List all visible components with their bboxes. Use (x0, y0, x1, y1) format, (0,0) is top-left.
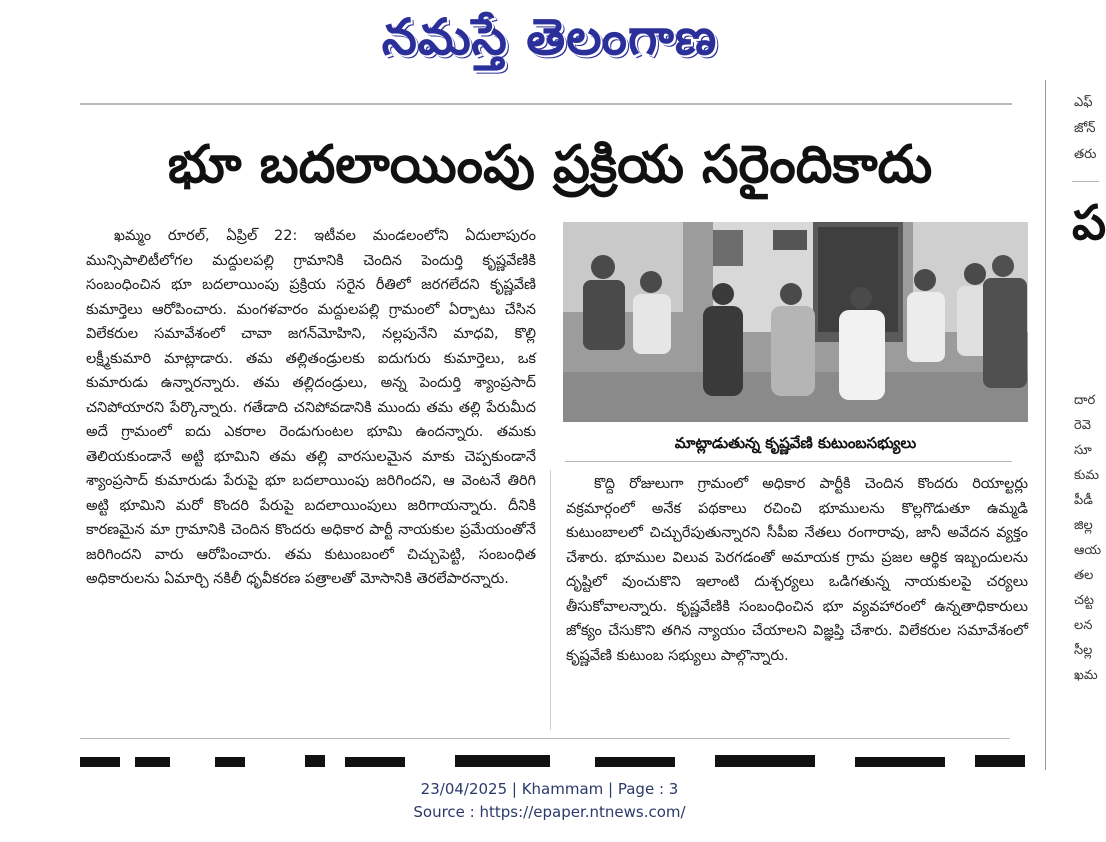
strip-line: కుమ (1074, 468, 1100, 483)
article-right-column (566, 472, 1028, 727)
column-divider-right (1045, 80, 1046, 770)
news-photo (563, 222, 1028, 422)
next-headline-cut (75, 752, 1035, 764)
caption-rule (565, 461, 1012, 462)
strip-line: పీడీ (1074, 493, 1093, 508)
footer-date-page: 23/04/2025 | Khammam | Page : 3 (420, 780, 679, 798)
footer-source: Source : https://epaper.ntnews.com/ (413, 803, 686, 821)
strip-line: ఎఫ్ (1074, 95, 1093, 110)
strip-line: జిల్ల (1074, 518, 1093, 533)
next-headline-fragment (75, 755, 1035, 767)
strip-line: ఖమ (1074, 668, 1098, 683)
strip-line: రెవె (1074, 418, 1091, 433)
article-right-text: కొద్ది రోజులుగా గ్రామంలో అధికార పార్టీకి చెందిన కొందరు రియాల్టర్లు వక్రమార్గంలో అనేక పథకాలు రచించి భూములను కొల్లగొడుతూ ఉమ్మడి కుటుంబాలలో చిచ్చురేపుతున్నారని సీపీఐ నేతలు రంగారావు, జానీ అవేదన వ్యక్తం చేశారు. భూముల విలువ పెరగడంతో అమాయక గ్రామ ప్రజల ఆర్థిక ఇబ్బందులను దృష్టిలో వుంచుకొని ఇలాంటి దుశ్చర్యలు ఒడిగతున్న నాయకులపై చర్యలు తీసుకోవాలన్నారు. కృష్ణవేణికి సంబంధించిన భూ వ్యవహారంలో ఉన్నతాధికారులు జోక్యం చేసుకొని తగిన న్యాయం చేయాలని విజ్ఞప్తి చేశారు. విలేకరుల సమావేశంలో కృష్ణవేణి కుటుంబ సభ్యులు పాల్గొన్నారు. (566, 476, 1028, 664)
strip-line: తల (1074, 568, 1094, 583)
newspaper-logo: నమస్తే తెలంగాణ (381, 8, 718, 66)
strip-line: చట్ట (1074, 593, 1094, 608)
strip-line: సూ (1074, 443, 1092, 458)
news-photo-illustration (563, 222, 1028, 422)
headline: భూ బదలాయింపు ప్రక్రియ సరైందికాదు (167, 135, 933, 195)
strip-line: దార (1074, 393, 1096, 408)
article-left-column (86, 224, 536, 724)
bottom-rule (80, 738, 1010, 739)
article-left-text: ఖమ్మం రూరల్, ఏప్రిల్ 22: ఇటీవల మండలంలోని ఏదులాపురం మున్సిపాలిటీలోగల మద్దులపల్లి గ్రామానికి చెందిన పెందుర్తి కృష్ణవేణికి సంబంధించిన భూ బదలాయింపు ప్రక్రియ సరైన రీతిలో జరగలేదని కృష్ణవేణి కుమార్తెలు ఆరోపించారు. మంగళవారం మద్దులపల్లి గ్రామంలో ఏర్పాటు చేసిన విలేకరుల సమావేశంలో చావా జగన్‌మోహిని, నల్లపునేని మాధవి, కొల్లి లక్ష్మీకుమారి మాట్లాడారు. తమ తల్లితండ్రులకు ఐదుగురు కుమార్తెలు, ఒక కుమారుడు ఉన్నారన్నారు. తమ తల్లిదండ్రులు, అన్న పెందుర్తి శ్యాంప్రసాద్ చనిపోయారని పేర్కొన్నారు. గతేడాది చనిపోవడానికి ముందు తమ తల్లి పేరుమీద అదే గ్రామంలో ఐదు ఎకరాల రెండుగుంటల భూమి ఉందన్నారు. తమకు తెలియకుండానే అట్టి భూమిని తమ తల్లి వారసులమైన మాకు చెప్పకుండానే శ్యాంప్రసాద్ కుమారుడు పేరుపై భూ బదలాయింపు జరిగిందని, ఆ వెంటనే తిరిగి అట్టి భూమిని మరో కొందరి పేరుపై బదలాయింపులు జరిగాయన్నారు. దీనికి కారణమైన మా గ్రామానికి చెందిన కొందరు అధికార పార్టీ నాయకుల ప్రమేయంతోనే జరిగిందని వారు ఆరోపించారు. తమ కుటుంబంలో చిచ్చుపెట్టి, సంబంధిత అధికారులను ఏమార్చి నకిలీ ధృవీకరణ పత్రాలతో మోసానికి తెరలేపారన్నారు. (86, 228, 536, 587)
adjacent-headline-char: ప (1072, 195, 1106, 251)
top-rule (80, 103, 1012, 105)
adjacent-article-strip (1070, 80, 1102, 770)
strip-line: జోన్ (1074, 121, 1096, 136)
masthead (0, 2, 1099, 72)
strip-line: లన (1074, 618, 1093, 633)
strip-line: ఆయ (1074, 543, 1102, 558)
strip-line: సీల్ల (1074, 643, 1093, 658)
photo-caption: మాట్లాడుతున్న కృష్ణవేణి కుటుంబసభ్యులు (674, 434, 917, 452)
strip-line: తరు (1074, 147, 1097, 162)
column-divider-middle (550, 470, 551, 730)
